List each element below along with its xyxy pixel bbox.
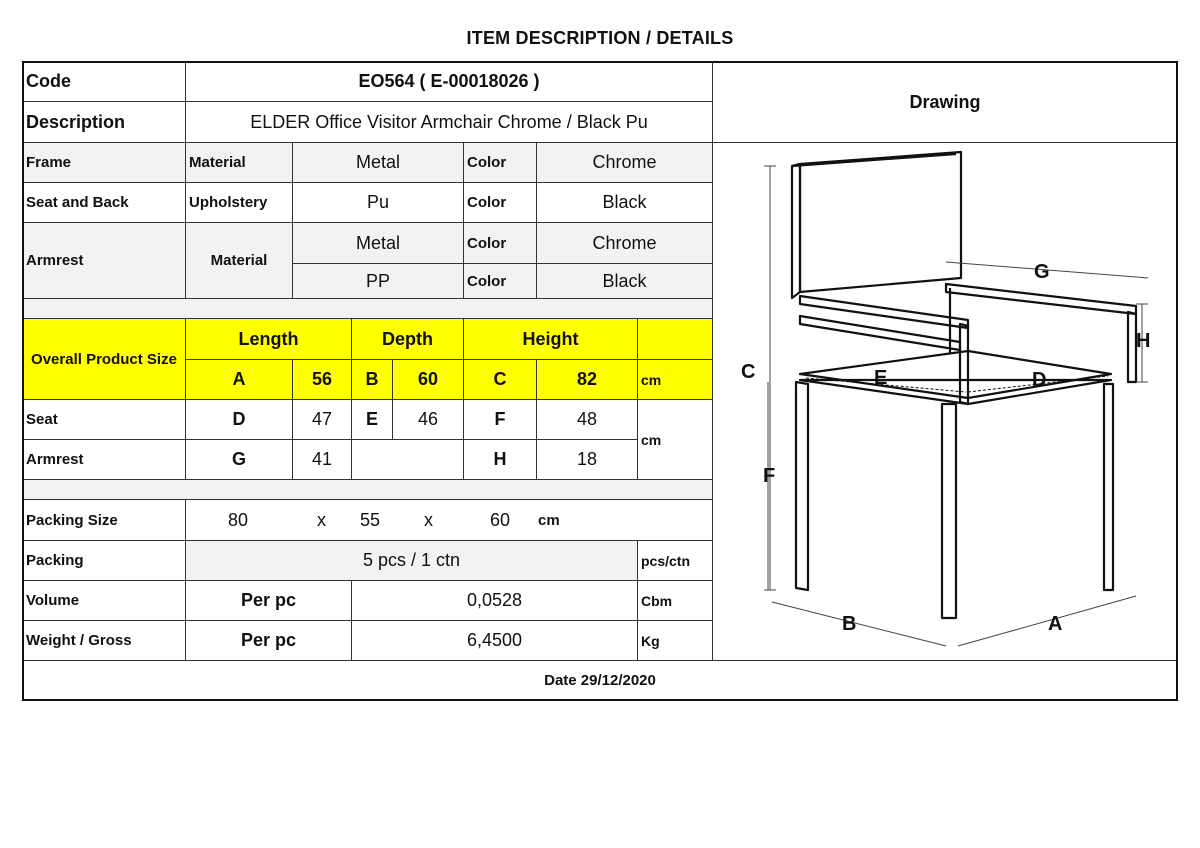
description-label: Description: [22, 101, 186, 143]
armrest-label: Armrest: [22, 222, 186, 299]
packing-size-label: Packing Size: [22, 499, 186, 541]
seat-label: Seat: [22, 399, 186, 440]
drawing-letter-b: B: [842, 613, 857, 635]
packing-x-1: x: [317, 509, 326, 530]
armrest-color-label-1: Color: [463, 222, 537, 264]
seat-back-label: Seat and Back: [22, 182, 186, 223]
armrest-dims-blank: [351, 439, 464, 480]
armrest-material-label: Material: [185, 222, 293, 299]
weight-per: Per pc: [185, 620, 352, 661]
dim-a-value: 56: [292, 359, 352, 400]
packing-length: 80: [228, 509, 249, 530]
dim-h-value: 18: [536, 439, 638, 480]
dim-d-value: 47: [292, 399, 352, 440]
dim-h-letter: H: [463, 439, 537, 480]
description-value: ELDER Office Visitor Armchair Chrome / Black Pu: [185, 101, 713, 143]
dim-b-letter: B: [351, 359, 393, 400]
dim-g-letter: G: [185, 439, 293, 480]
dims-unit: cm: [637, 399, 713, 480]
unit-header-blank: [637, 318, 713, 360]
length-header: Length: [185, 318, 352, 360]
weight-value: 6,4500: [351, 620, 638, 661]
packing-height: 60: [490, 509, 511, 530]
chair-drawing: [736, 146, 1166, 656]
drawing-letter-g: G: [1034, 261, 1050, 283]
dim-e-letter: E: [351, 399, 393, 440]
weight-label: Weight / Gross: [22, 620, 186, 661]
seat-back-color-label: Color: [463, 182, 537, 223]
packing-unit: pcs/ctn: [637, 540, 713, 581]
frame-color-label: Color: [463, 142, 537, 183]
upholstery-label: Upholstery: [185, 182, 293, 223]
dim-e-value: 46: [392, 399, 464, 440]
volume-label: Volume: [22, 580, 186, 621]
dim-f-value: 48: [536, 399, 638, 440]
dim-b-value: 60: [392, 359, 464, 400]
spacer-row-2: [22, 479, 713, 500]
armrest-material-value-1: Metal: [292, 222, 464, 264]
seat-back-color-value: Black: [536, 182, 713, 223]
dim-d-letter: D: [185, 399, 293, 440]
packing-x-2: x: [424, 509, 433, 530]
spacer-row-1: [22, 298, 713, 319]
volume-value: 0,0528: [351, 580, 638, 621]
date-footer: Date 29/12/2020: [22, 660, 1178, 701]
frame-material-value: Metal: [292, 142, 464, 183]
drawing-letter-a: A: [1048, 613, 1063, 635]
frame-color-value: Chrome: [536, 142, 713, 183]
drawing-header: Drawing: [712, 61, 1178, 143]
armrest-dims-label: Armrest: [22, 439, 186, 480]
packing-label: Packing: [22, 540, 186, 581]
dim-a-letter: A: [185, 359, 293, 400]
packing-size-unit: cm: [538, 511, 560, 529]
drawing-letter-c: C: [741, 361, 756, 383]
volume-per: Per pc: [185, 580, 352, 621]
armrest-color-label-2: Color: [463, 263, 537, 299]
packing-width: 55: [360, 509, 381, 530]
overall-size-label: Overall Product Size: [22, 318, 186, 400]
volume-unit: Cbm: [637, 580, 713, 621]
drawing-letter-f: F: [763, 465, 776, 487]
packing-value: 5 pcs / 1 ctn: [185, 540, 638, 581]
dim-f-letter: F: [463, 399, 537, 440]
armrest-material-value-2: PP: [292, 263, 464, 299]
drawing-letter-h: H: [1136, 330, 1151, 352]
code-label: Code: [22, 61, 186, 102]
weight-unit: Kg: [637, 620, 713, 661]
page-title: ITEM DESCRIPTION / DETAILS: [466, 28, 734, 48]
armrest-color-value-2: Black: [536, 263, 713, 299]
code-value: EO564 ( E-00018026 ): [185, 61, 713, 102]
drawing-letter-e: E: [874, 367, 888, 389]
armrest-color-value-1: Chrome: [536, 222, 713, 264]
packing-size-cell: [185, 499, 713, 541]
dim-g-value: 41: [292, 439, 352, 480]
depth-header: Depth: [351, 318, 464, 360]
frame-material-label: Material: [185, 142, 293, 183]
overall-size-unit: cm: [637, 359, 713, 400]
drawing-letter-d: D: [1032, 369, 1047, 391]
frame-label: Frame: [22, 142, 186, 183]
dim-c-value: 82: [536, 359, 638, 400]
dim-c-letter: C: [463, 359, 537, 400]
upholstery-value: Pu: [292, 182, 464, 223]
height-header: Height: [463, 318, 638, 360]
